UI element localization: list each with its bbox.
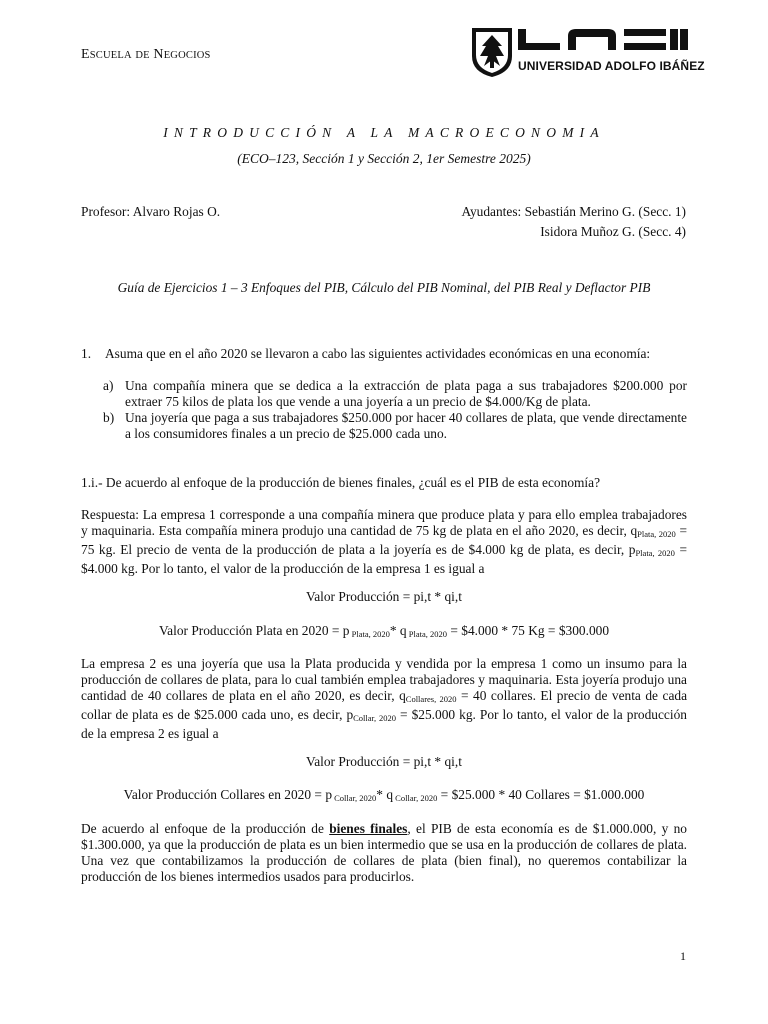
eq2-subscript-1: Plata, 2020 [349, 629, 390, 639]
item-b-label: b) [103, 410, 115, 425]
eq4-subscript-1: Collar, 2020 [332, 793, 377, 803]
eq2-text-c: = $4.000 * 75 Kg = $300.000 [447, 623, 610, 638]
eq4-text-b: * q [376, 787, 394, 802]
answer-p2-subscript-1: Collares, 2020 [405, 694, 457, 704]
eq4-text-a: Valor Producción Collares en 2020 = p [123, 787, 333, 802]
assistant-2: Isidora Muñoz G. (Secc. 4) [540, 224, 686, 239]
equation-3: Valor Producción = pi,t * qi,t [306, 754, 462, 769]
answer-p2-text-b: = 40 collares. El precio de venta de cada collar de plata es de $25.000 cada uno, es decir, p [81, 688, 688, 722]
question-1 [81, 346, 687, 362]
eq2-text-b: * q [389, 623, 407, 638]
school-initial-e: E [81, 47, 90, 62]
university-crest-icon [472, 28, 512, 77]
answer-p2-text-c: = $25.000 kg. Por lo tanto, el valor de la producción de la empresa 2 es igual a [81, 707, 687, 741]
item-a-label: a) [103, 378, 114, 393]
school-word-de: DE [135, 50, 150, 61]
answer-p1-subscript-1: Plata, 2020 [637, 529, 676, 539]
school-word-escuela: SCUELA [89, 50, 132, 61]
eq2-text-a: Valor Producción Plata en 2020 = p [158, 623, 350, 638]
question-1-text: Asuma que en el año 2020 se llevaron a cabo las siguientes actividades económicas en una economía: [105, 346, 651, 361]
page-number: 1 [680, 949, 686, 963]
guide-title: Guía de Ejercicios 1 – 3 Enfoques del PIB, Cálculo del PIB Nominal, del PIB Real y Deflactor PIB [117, 280, 651, 295]
answer-p1-text-b: = 75 kg. El precio de venta de la producción de plata a la joyería es de $4.000 kg de plata, es decir, p [81, 523, 688, 557]
course-title: INTRODUCCIÓN A LA MACROECONOMIA [163, 125, 605, 140]
answer-p2-subscript-2: Collar, 2020 [353, 713, 396, 723]
item-a-text: Una compañía minera que se dedica a la extracción de plata paga a sus trabajadores $200.000 por extraer 75 kilos de plata los que vende a una joyería a un precio de $4.000/Kg de plata. [125, 378, 687, 409]
answer-p3-emphasis: bienes finales [329, 821, 408, 836]
answer-p1-text-a: Respuesta: La empresa 1 corresponde a una compañía minera que produce plata y para ello emplea trabajadores y maquinaria. Esta compañía minera produjo una cantidad de 75 kg de plata en el año 2020, es decir, q [81, 507, 687, 538]
uai-wordmark [518, 29, 688, 50]
equation-1: Valor Producción = pi,t * qi,t [306, 589, 462, 604]
assistant-1: Ayudantes: Sebastián Merino G. (Secc. 1) [461, 204, 686, 219]
school-initial-n: N [153, 47, 164, 62]
equation-2 [0, 623, 768, 639]
answer-p2-text-a: La empresa 2 es una joyería que usa la Plata producida y vendida por la empresa 1 como un insumo para la producción de collares de plata, para lo cual también emplea trabajadores y maquinaria. Esta joyería produjo una cantidad de 40 collares de plata en el año 2020, es decir, q [81, 656, 687, 703]
answer-p3-text-b: , el PIB de esta economía es de $1.000.000, y no $1.300.000, ya que la producción de plata es un bien intermedio que se usa en la producción de collares de plata. Una vez que contabilizamos la producción de collares de plata (bien final), no queremos contabilizar la producción de los bienes intermedios usados para producirlos. [81, 821, 687, 884]
eq4-subscript-2: Collar, 2020 [393, 793, 438, 803]
answer-paragraph-2 [81, 656, 687, 742]
eq4-text-c: = $25.000 * 40 Collares = $1.000.000 [437, 787, 645, 802]
answer-p1-subscript-2: Plata, 2020 [635, 548, 675, 558]
university-name: UNIVERSIDAD ADOLFO IBÁÑEZ [518, 59, 705, 73]
question-1i: 1.i.- De acuerdo al enfoque de la producción de bienes finales, ¿cuál es el PIB de esta economía? [81, 475, 601, 490]
question-1-item-a [103, 378, 687, 410]
eq2-subscript-2: Plata, 2020 [406, 629, 447, 639]
professor: Profesor: Alvaro Rojas O. [81, 204, 221, 219]
answer-p1-text-c: = $4.000 kg. Por lo tanto, el valor de la producción de la empresa 1 es igual a [81, 542, 687, 576]
equation-4 [0, 787, 768, 803]
question-1-number: 1. [81, 346, 92, 361]
answer-paragraph-1 [81, 507, 687, 577]
item-b-text: Una joyería que paga a sus trabajadores $250.000 por hacer 40 collares de plata, que vende directamente a los consumidores finales a un precio de $25.000 cada uno. [125, 410, 687, 441]
question-1-item-b [103, 410, 687, 442]
course-subtitle: (ECO–123, Sección 1 y Sección 2, 1er Semestre 2025) [237, 151, 531, 166]
school-word-negocios: EGOCIOS [163, 50, 211, 61]
answer-paragraph-3 [81, 821, 687, 885]
school-name [81, 46, 211, 63]
answer-p3-text-a: De acuerdo al enfoque de la producción de [81, 821, 330, 836]
